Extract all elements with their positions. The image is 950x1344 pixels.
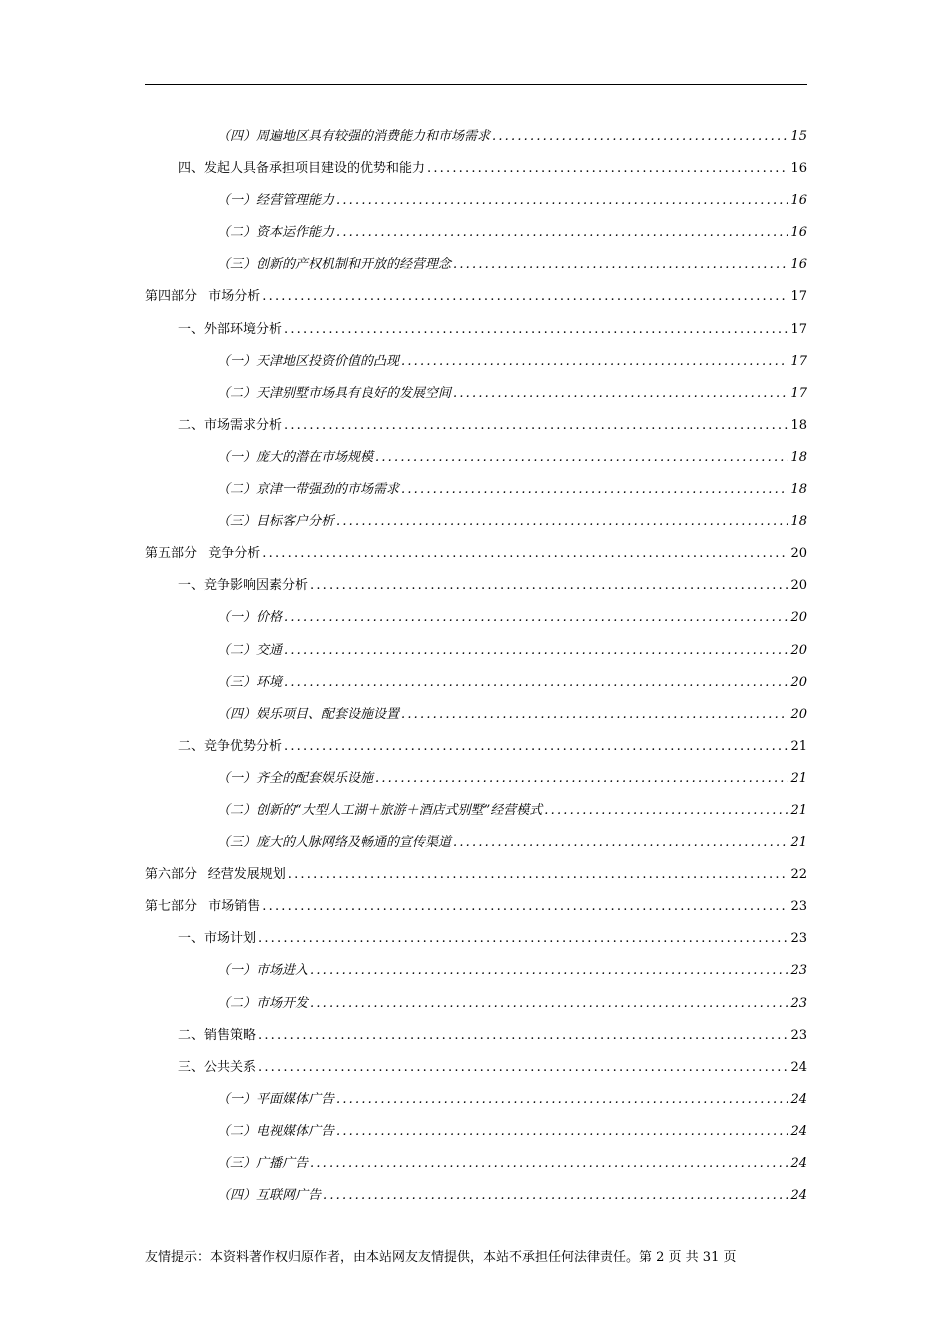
toc-entry-label: （二）交通 bbox=[217, 642, 283, 658]
toc-page-number: 18 bbox=[790, 449, 807, 465]
toc-entry-label: （一）齐全的配套娱乐设施 bbox=[217, 770, 374, 786]
toc-entry-label: （二）京津一带强劲的市场需求 bbox=[217, 482, 400, 498]
toc-entry-label: 第七部分 bbox=[145, 899, 198, 915]
toc-page-number: 23 bbox=[790, 963, 807, 979]
toc-dot-leader bbox=[401, 474, 788, 506]
toc-page-number: 24 bbox=[790, 1091, 807, 1107]
toc-entry-label: （一）天津地区投资价值的凸现 bbox=[217, 353, 400, 369]
toc-dot-leader bbox=[262, 281, 788, 313]
toc-page-number: 21 bbox=[790, 770, 807, 786]
toc-entry[interactable] bbox=[145, 635, 807, 667]
toc-entry-label: （二）电视媒体广告 bbox=[217, 1123, 335, 1139]
toc-entry[interactable] bbox=[145, 121, 807, 153]
toc-entry-label: （三）庞大的人脉网络及畅通的宣传渠道 bbox=[217, 835, 452, 851]
toc-entry[interactable] bbox=[145, 602, 807, 634]
toc-page-number: 20 bbox=[790, 546, 807, 562]
toc-entry[interactable] bbox=[145, 314, 807, 346]
toc-page-number: 16 bbox=[790, 225, 807, 241]
toc-entry[interactable] bbox=[145, 667, 807, 699]
toc-dot-leader bbox=[310, 570, 788, 602]
toc-page-number: 16 bbox=[790, 161, 807, 177]
toc-page-number: 20 bbox=[790, 706, 807, 722]
toc-entry-label: 一、竞争影响因素分析 bbox=[178, 578, 309, 594]
toc-page-number: 18 bbox=[790, 482, 807, 498]
toc-page-number: 16 bbox=[790, 257, 807, 273]
toc-entry-label: （一）平面媒体广告 bbox=[217, 1091, 335, 1107]
toc-dot-leader bbox=[284, 410, 788, 442]
toc-entry-label: 三、公共关系 bbox=[178, 1059, 257, 1075]
toc-page-number: 20 bbox=[790, 674, 807, 690]
toc-entry[interactable] bbox=[145, 955, 807, 987]
toc-dot-leader bbox=[453, 827, 788, 859]
toc-dot-leader bbox=[262, 891, 788, 923]
toc-dot-leader bbox=[284, 602, 788, 634]
toc-entry[interactable] bbox=[145, 763, 807, 795]
toc-entry-title: 经营发展规划 bbox=[207, 867, 286, 883]
toc-entry-label: （三）创新的产权机制和开放的经营理念 bbox=[217, 257, 452, 273]
toc-entry[interactable] bbox=[145, 1052, 807, 1084]
toc-entry-label: （二）天津别墅市场具有良好的发展空间 bbox=[217, 385, 452, 401]
toc-entry-label: 二、销售策略 bbox=[178, 1027, 257, 1043]
toc-dot-leader bbox=[258, 1052, 788, 1084]
toc-entry-label: （三）广播广告 bbox=[217, 1156, 309, 1171]
toc-dot-leader bbox=[336, 217, 788, 249]
toc-entry[interactable] bbox=[145, 988, 807, 1020]
toc-page-number: 17 bbox=[790, 385, 807, 401]
toc-page-number: 23 bbox=[790, 995, 807, 1011]
toc-dot-leader bbox=[544, 795, 788, 827]
toc-dot-leader bbox=[284, 314, 788, 346]
toc-entry-label: 一、市场计划 bbox=[178, 931, 257, 947]
toc-entry-label: 二、市场需求分析 bbox=[178, 417, 283, 433]
toc-entry-label: （一）经营管理能力 bbox=[217, 193, 335, 209]
toc-dot-leader bbox=[453, 378, 788, 410]
toc-page-number: 24 bbox=[790, 1156, 807, 1171]
toc-page-number: 18 bbox=[790, 514, 807, 530]
toc-entry[interactable] bbox=[145, 217, 807, 249]
toc-page-number: 20 bbox=[790, 642, 807, 658]
toc-entry[interactable] bbox=[145, 1116, 807, 1148]
toc-page-number: 15 bbox=[790, 129, 807, 144]
toc-page-number: 20 bbox=[790, 578, 807, 594]
toc-page-number: 23 bbox=[790, 899, 807, 915]
toc-dot-leader bbox=[401, 346, 788, 378]
toc-page-number: 20 bbox=[790, 610, 807, 626]
toc-entry[interactable] bbox=[145, 378, 807, 410]
header-rule bbox=[145, 84, 807, 85]
toc-page-number: 16 bbox=[790, 193, 807, 209]
toc-entry-label: （四）互联网广告 bbox=[217, 1188, 322, 1204]
toc-entry-label: 四、发起人具备承担项目建设的优势和能力 bbox=[178, 161, 426, 177]
toc-entry[interactable] bbox=[145, 859, 807, 891]
table-of-contents bbox=[145, 121, 807, 1212]
toc-dot-leader bbox=[336, 506, 788, 538]
toc-entry-label: （一）市场进入 bbox=[217, 963, 309, 979]
toc-entry[interactable] bbox=[145, 570, 807, 602]
toc-dot-leader bbox=[310, 955, 788, 987]
toc-page-number: 23 bbox=[790, 1027, 807, 1043]
toc-dot-leader bbox=[288, 859, 789, 891]
toc-entry[interactable] bbox=[145, 153, 807, 185]
toc-entry[interactable] bbox=[145, 827, 807, 859]
toc-entry-label: 第五部分 bbox=[145, 546, 198, 562]
toc-dot-leader bbox=[258, 1020, 788, 1052]
toc-entry[interactable] bbox=[145, 731, 807, 763]
toc-entry-label: 二、竞争优势分析 bbox=[178, 738, 283, 754]
toc-page-number: 22 bbox=[790, 867, 807, 883]
toc-entry-label: （四）娱乐项目、配套设施设置 bbox=[217, 706, 400, 722]
toc-page-number: 24 bbox=[790, 1123, 807, 1139]
toc-page-number: 21 bbox=[790, 738, 807, 754]
toc-dot-leader bbox=[310, 988, 788, 1020]
toc-entry-label: 第四部分 bbox=[145, 289, 198, 305]
toc-page-number: 18 bbox=[790, 417, 807, 433]
toc-entry[interactable] bbox=[145, 1084, 807, 1116]
toc-dot-leader bbox=[336, 1084, 788, 1116]
toc-dot-leader bbox=[375, 442, 788, 474]
toc-entry-label: （二）资本运作能力 bbox=[217, 225, 335, 241]
toc-entry-label: （三）目标客户分析 bbox=[217, 514, 335, 530]
toc-entry[interactable] bbox=[145, 1020, 807, 1052]
toc-entry-label: （四）周遍地区具有较强的消费能力和市场需求 bbox=[217, 129, 491, 144]
toc-entry-label: 第六部分 bbox=[145, 867, 198, 883]
toc-entry[interactable] bbox=[145, 538, 807, 570]
toc-dot-leader bbox=[323, 1180, 788, 1212]
toc-entry-title: 竞争分析 bbox=[208, 546, 261, 562]
toc-dot-leader bbox=[375, 763, 788, 795]
toc-page-number: 17 bbox=[790, 321, 807, 337]
toc-entry-label: （三）环境 bbox=[217, 674, 283, 690]
toc-dot-leader bbox=[284, 667, 788, 699]
toc-page-number: 24 bbox=[790, 1059, 807, 1075]
toc-entry[interactable] bbox=[145, 923, 807, 955]
toc-page-number: 23 bbox=[790, 931, 807, 947]
toc-entry[interactable] bbox=[145, 891, 807, 923]
toc-entry[interactable] bbox=[145, 795, 807, 827]
toc-entry[interactable] bbox=[145, 1180, 807, 1212]
toc-page-number: 17 bbox=[790, 353, 807, 369]
toc-entry[interactable] bbox=[145, 249, 807, 281]
toc-entry[interactable] bbox=[145, 442, 807, 474]
toc-dot-leader bbox=[453, 249, 788, 281]
toc-entry[interactable] bbox=[145, 1148, 807, 1180]
toc-dot-leader bbox=[310, 1148, 788, 1180]
toc-page-number: 21 bbox=[790, 802, 807, 818]
toc-entry-label: 一、外部环境分析 bbox=[178, 321, 283, 337]
toc-entry[interactable] bbox=[145, 474, 807, 506]
toc-entry-title: 市场销售 bbox=[208, 899, 261, 915]
page-footer: 友情提示：本资料著作权归原作者，由本站网友友情提供，本站不承担任何法律责任。第 2 页 共 31 页 bbox=[145, 1250, 737, 1265]
toc-entry-title: 市场分析 bbox=[208, 289, 261, 305]
toc-entry[interactable] bbox=[145, 506, 807, 538]
toc-page-number: 21 bbox=[790, 835, 807, 851]
toc-entry[interactable] bbox=[145, 699, 807, 731]
toc-dot-leader bbox=[336, 185, 788, 217]
toc-dot-leader bbox=[262, 538, 788, 570]
toc-dot-leader bbox=[284, 635, 788, 667]
toc-page-number: 17 bbox=[790, 289, 807, 305]
toc-entry-label: （二）创新的“大型人工湖＋旅游＋酒店式别墅”经营模式 bbox=[217, 802, 543, 818]
toc-entry-label: （一）价格 bbox=[217, 610, 283, 626]
toc-page-number: 24 bbox=[790, 1188, 807, 1204]
toc-entry[interactable] bbox=[145, 346, 807, 378]
toc-entry-label: （一）庞大的潜在市场规模 bbox=[217, 449, 374, 465]
toc-dot-leader bbox=[336, 1116, 788, 1148]
toc-entry[interactable] bbox=[145, 185, 807, 217]
toc-dot-leader bbox=[401, 699, 788, 731]
toc-dot-leader bbox=[427, 153, 788, 185]
toc-dot-leader bbox=[492, 121, 788, 153]
toc-dot-leader bbox=[258, 923, 788, 955]
toc-entry[interactable] bbox=[145, 410, 807, 442]
toc-entry[interactable] bbox=[145, 281, 807, 313]
toc-dot-leader bbox=[284, 731, 788, 763]
toc-entry-label: （二）市场开发 bbox=[217, 995, 309, 1011]
